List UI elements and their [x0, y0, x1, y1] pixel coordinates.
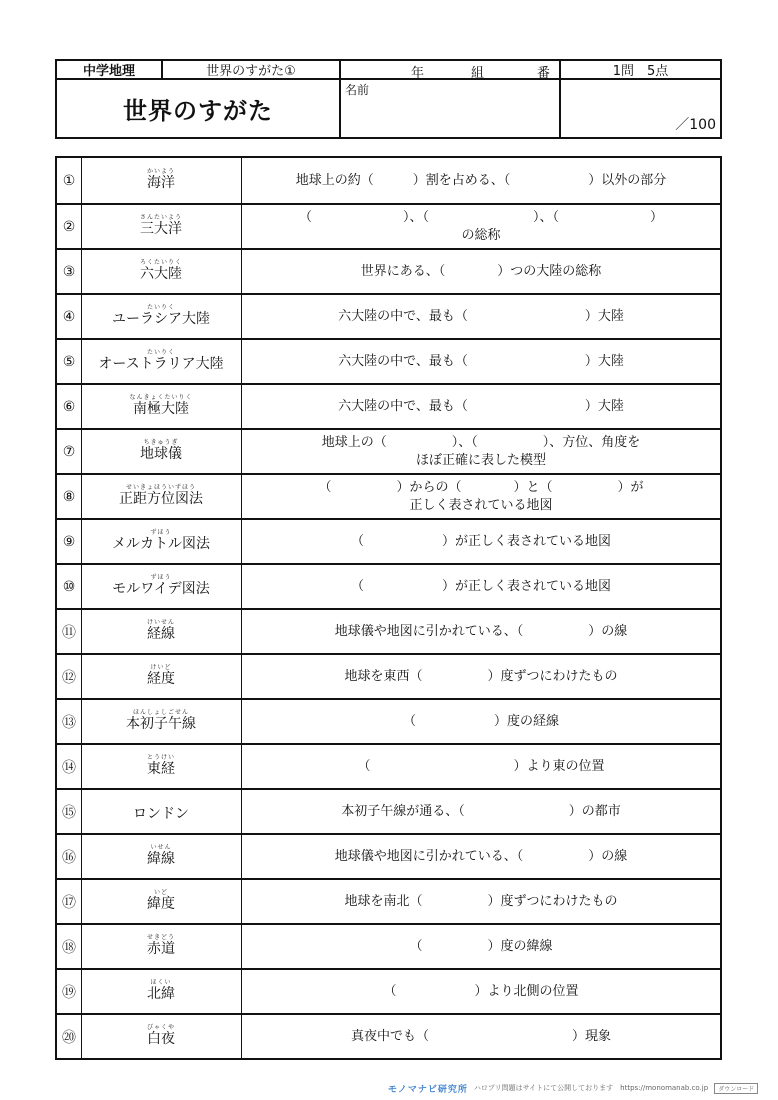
furigana: たいりく: [146, 304, 175, 311]
furigana: かいよう: [146, 168, 175, 175]
class-label: 組: [471, 66, 485, 81]
score-field[interactable]: [559, 78, 722, 139]
footer: [388, 1081, 768, 1095]
term-cell: [81, 565, 242, 608]
term-cell: [81, 250, 242, 293]
question-number: ⑧: [57, 475, 82, 518]
answer-cell[interactable]: [242, 835, 720, 878]
question-row: [57, 653, 720, 698]
furigana: ずほう: [150, 574, 172, 581]
term-label: 北緯: [147, 986, 175, 1002]
question-row: [57, 383, 720, 428]
term-cell: [81, 610, 242, 653]
question-row: [57, 248, 720, 293]
question-row: [57, 473, 720, 518]
question-row: [57, 563, 720, 608]
furigana: せいきょほういずほう: [125, 484, 196, 491]
term-label: オーストラリア大陸: [98, 356, 224, 372]
question-text: （ ）からの（ ）と（ ）が: [318, 479, 644, 495]
download-badge: ダウンロード: [714, 1083, 758, 1094]
question-text: ほぼ正確に表した模型: [415, 452, 546, 468]
question-text: （ ）が正しく表されている地図: [350, 533, 611, 549]
answer-cell[interactable]: [242, 158, 720, 203]
question-text: 地球儀や地図に引かれている、（ ）の線: [334, 848, 628, 864]
term-label: メルカトル図法: [112, 536, 210, 552]
answer-cell[interactable]: [242, 925, 720, 968]
question-row: [57, 968, 720, 1013]
question-table: [55, 156, 722, 1060]
question-row: [57, 878, 720, 923]
question-number: ④: [57, 295, 82, 338]
question-text: 地球を東西（ ）度ずつにわけたもの: [344, 668, 618, 684]
worksheet-header: [55, 59, 722, 139]
question-row: [57, 698, 720, 743]
question-number: ⑤: [57, 340, 82, 383]
term-cell: [81, 385, 242, 428]
answer-cell[interactable]: [242, 880, 720, 923]
name-label: 名前: [345, 83, 370, 97]
term-cell: [81, 700, 242, 743]
question-row: [57, 608, 720, 653]
term-label: 白夜: [147, 1031, 175, 1047]
question-text: の総称: [461, 227, 501, 243]
term-label: 南極大陸: [133, 401, 189, 417]
question-text: （ ）度の経線: [402, 713, 559, 729]
question-text: 地球上の（ ）、（ ）、方位、角度を: [321, 434, 641, 450]
term-label: 緯度: [147, 896, 175, 912]
class-info: [339, 59, 561, 80]
answer-cell[interactable]: [242, 745, 720, 788]
furigana: とうけい: [146, 754, 175, 761]
furigana: ろくたいりく: [139, 259, 182, 266]
question-text: 本初子午線が通る、（ ）の都市: [341, 803, 621, 819]
term-cell: [81, 520, 242, 563]
answer-cell[interactable]: [242, 1015, 720, 1058]
term-cell: [81, 970, 242, 1013]
question-number: ⑳: [57, 1015, 82, 1058]
question-row: [57, 293, 720, 338]
question-text: （ ）より北側の位置: [383, 983, 579, 999]
furigana: けいど: [150, 664, 172, 671]
furigana: びゃくや: [146, 1024, 175, 1031]
term-cell: [81, 790, 242, 833]
term-cell: [81, 880, 242, 923]
term-label: 東経: [147, 761, 175, 777]
furigana: ちきゅうぎ: [143, 439, 179, 446]
term-label: 赤道: [147, 941, 175, 957]
question-number: ⑬: [57, 700, 82, 743]
question-number: ⑦: [57, 430, 82, 473]
question-row: [57, 428, 720, 473]
term-label: 正距方位図法: [119, 491, 203, 507]
question-row: [57, 1013, 720, 1058]
answer-cell[interactable]: [242, 790, 720, 833]
question-text: 世界にある、（ ）つの大陸の総称: [360, 263, 602, 279]
question-number: ①: [57, 158, 82, 203]
brand-logo: モノマナビ研究所: [388, 1084, 468, 1095]
question-number: ⑩: [57, 565, 82, 608]
answer-cell[interactable]: [242, 475, 720, 518]
term-cell: [81, 1015, 242, 1058]
term-label: 経度: [147, 671, 175, 687]
answer-cell[interactable]: [242, 610, 720, 653]
question-text: 六大陸の中で、最も（ ）大陸: [338, 308, 624, 324]
question-number: ⑫: [57, 655, 82, 698]
subject-label: 中学地理: [55, 59, 163, 80]
term-label: 六大陸: [140, 266, 182, 282]
term-cell: [81, 925, 242, 968]
furigana: たいりく: [146, 349, 175, 356]
furigana: ほんしょしごせん: [132, 709, 189, 716]
term-label: 海洋: [147, 175, 175, 191]
page-title: 世界のすがた: [55, 78, 341, 139]
term-cell: [81, 205, 242, 248]
question-text: 地球上の約（ ）割を占める、（ ）以外の部分: [295, 172, 667, 188]
term-cell: [81, 835, 242, 878]
question-number: ⑪: [57, 610, 82, 653]
question-number: ⑥: [57, 385, 82, 428]
term-label: 三大洋: [140, 221, 182, 237]
term-cell: [81, 158, 242, 203]
term-cell: [81, 655, 242, 698]
question-number: ⑯: [57, 835, 82, 878]
answer-cell[interactable]: [242, 565, 720, 608]
question-row: [57, 338, 720, 383]
question-text: 六大陸の中で、最も（ ）大陸: [338, 398, 624, 414]
furigana: ほくい: [150, 979, 172, 986]
question-row: [57, 833, 720, 878]
question-text: 地球儀や地図に引かれている、（ ）の線: [334, 623, 628, 639]
question-text: 正しく表されている地図: [409, 497, 553, 513]
question-row: [57, 923, 720, 968]
term-label: ユーラシア大陸: [112, 311, 210, 327]
term-label: 地球儀: [140, 446, 182, 462]
term-label: ロンドン: [133, 806, 189, 822]
furigana: せきどう: [146, 934, 175, 941]
name-field[interactable]: [339, 78, 561, 139]
term-cell: [81, 430, 242, 473]
answer-cell[interactable]: [242, 340, 720, 383]
unit-label: 世界のすがた①: [161, 59, 341, 80]
furigana: いせん: [150, 844, 172, 851]
furigana: いど: [153, 889, 168, 896]
term-label: モルワイデ図法: [112, 581, 210, 597]
question-number: ②: [57, 205, 82, 248]
question-number: ⑮: [57, 790, 82, 833]
question-text: 地球を南北（ ）度ずつにわけたもの: [344, 893, 618, 909]
question-text: （ ）、（ ）、（ ）: [298, 209, 663, 225]
answer-cell[interactable]: [242, 295, 720, 338]
furigana: さんたいよう: [139, 214, 182, 221]
points-label: 1問 5点: [559, 59, 722, 80]
furigana: ずほう: [150, 529, 172, 536]
term-label: 経線: [147, 626, 175, 642]
answer-cell[interactable]: [242, 385, 720, 428]
score-total: ／100: [675, 117, 716, 133]
answer-cell[interactable]: [242, 520, 720, 563]
answer-cell[interactable]: [242, 250, 720, 293]
question-number: ③: [57, 250, 82, 293]
question-row: [57, 158, 720, 203]
term-label: 本初子午線: [126, 716, 196, 732]
question-text: （ ）が正しく表されている地図: [350, 578, 611, 594]
question-number: ⑨: [57, 520, 82, 563]
question-text: 六大陸の中で、最も（ ）大陸: [338, 353, 624, 369]
question-number: ⑲: [57, 970, 82, 1013]
question-text: （ ）度の緯線: [409, 938, 553, 954]
number-label: 番: [537, 66, 551, 81]
question-number: ⑱: [57, 925, 82, 968]
question-row: [57, 743, 720, 788]
term-label: 緯線: [147, 851, 175, 867]
term-cell: [81, 340, 242, 383]
answer-cell[interactable]: [242, 700, 720, 743]
term-cell: [81, 475, 242, 518]
term-cell: [81, 295, 242, 338]
answer-cell[interactable]: [242, 430, 720, 473]
question-text: （ ）より東の位置: [357, 758, 605, 774]
question-number: ⑰: [57, 880, 82, 923]
year-label: 年: [411, 66, 425, 81]
question-row: [57, 788, 720, 833]
question-row: [57, 518, 720, 563]
question-number: ⑭: [57, 745, 82, 788]
term-cell: [81, 745, 242, 788]
furigana: なんきょくたいりく: [129, 394, 193, 401]
footer-note: ハロプリ問題はサイトにて公開しております https://monomanab.co.jp: [473, 1084, 709, 1092]
answer-cell[interactable]: [242, 655, 720, 698]
answer-cell[interactable]: [242, 205, 720, 248]
question-row: [57, 203, 720, 248]
furigana: けいせん: [146, 619, 175, 626]
answer-cell[interactable]: [242, 970, 720, 1013]
question-text: 真夜中でも（ ）現象: [350, 1028, 611, 1044]
